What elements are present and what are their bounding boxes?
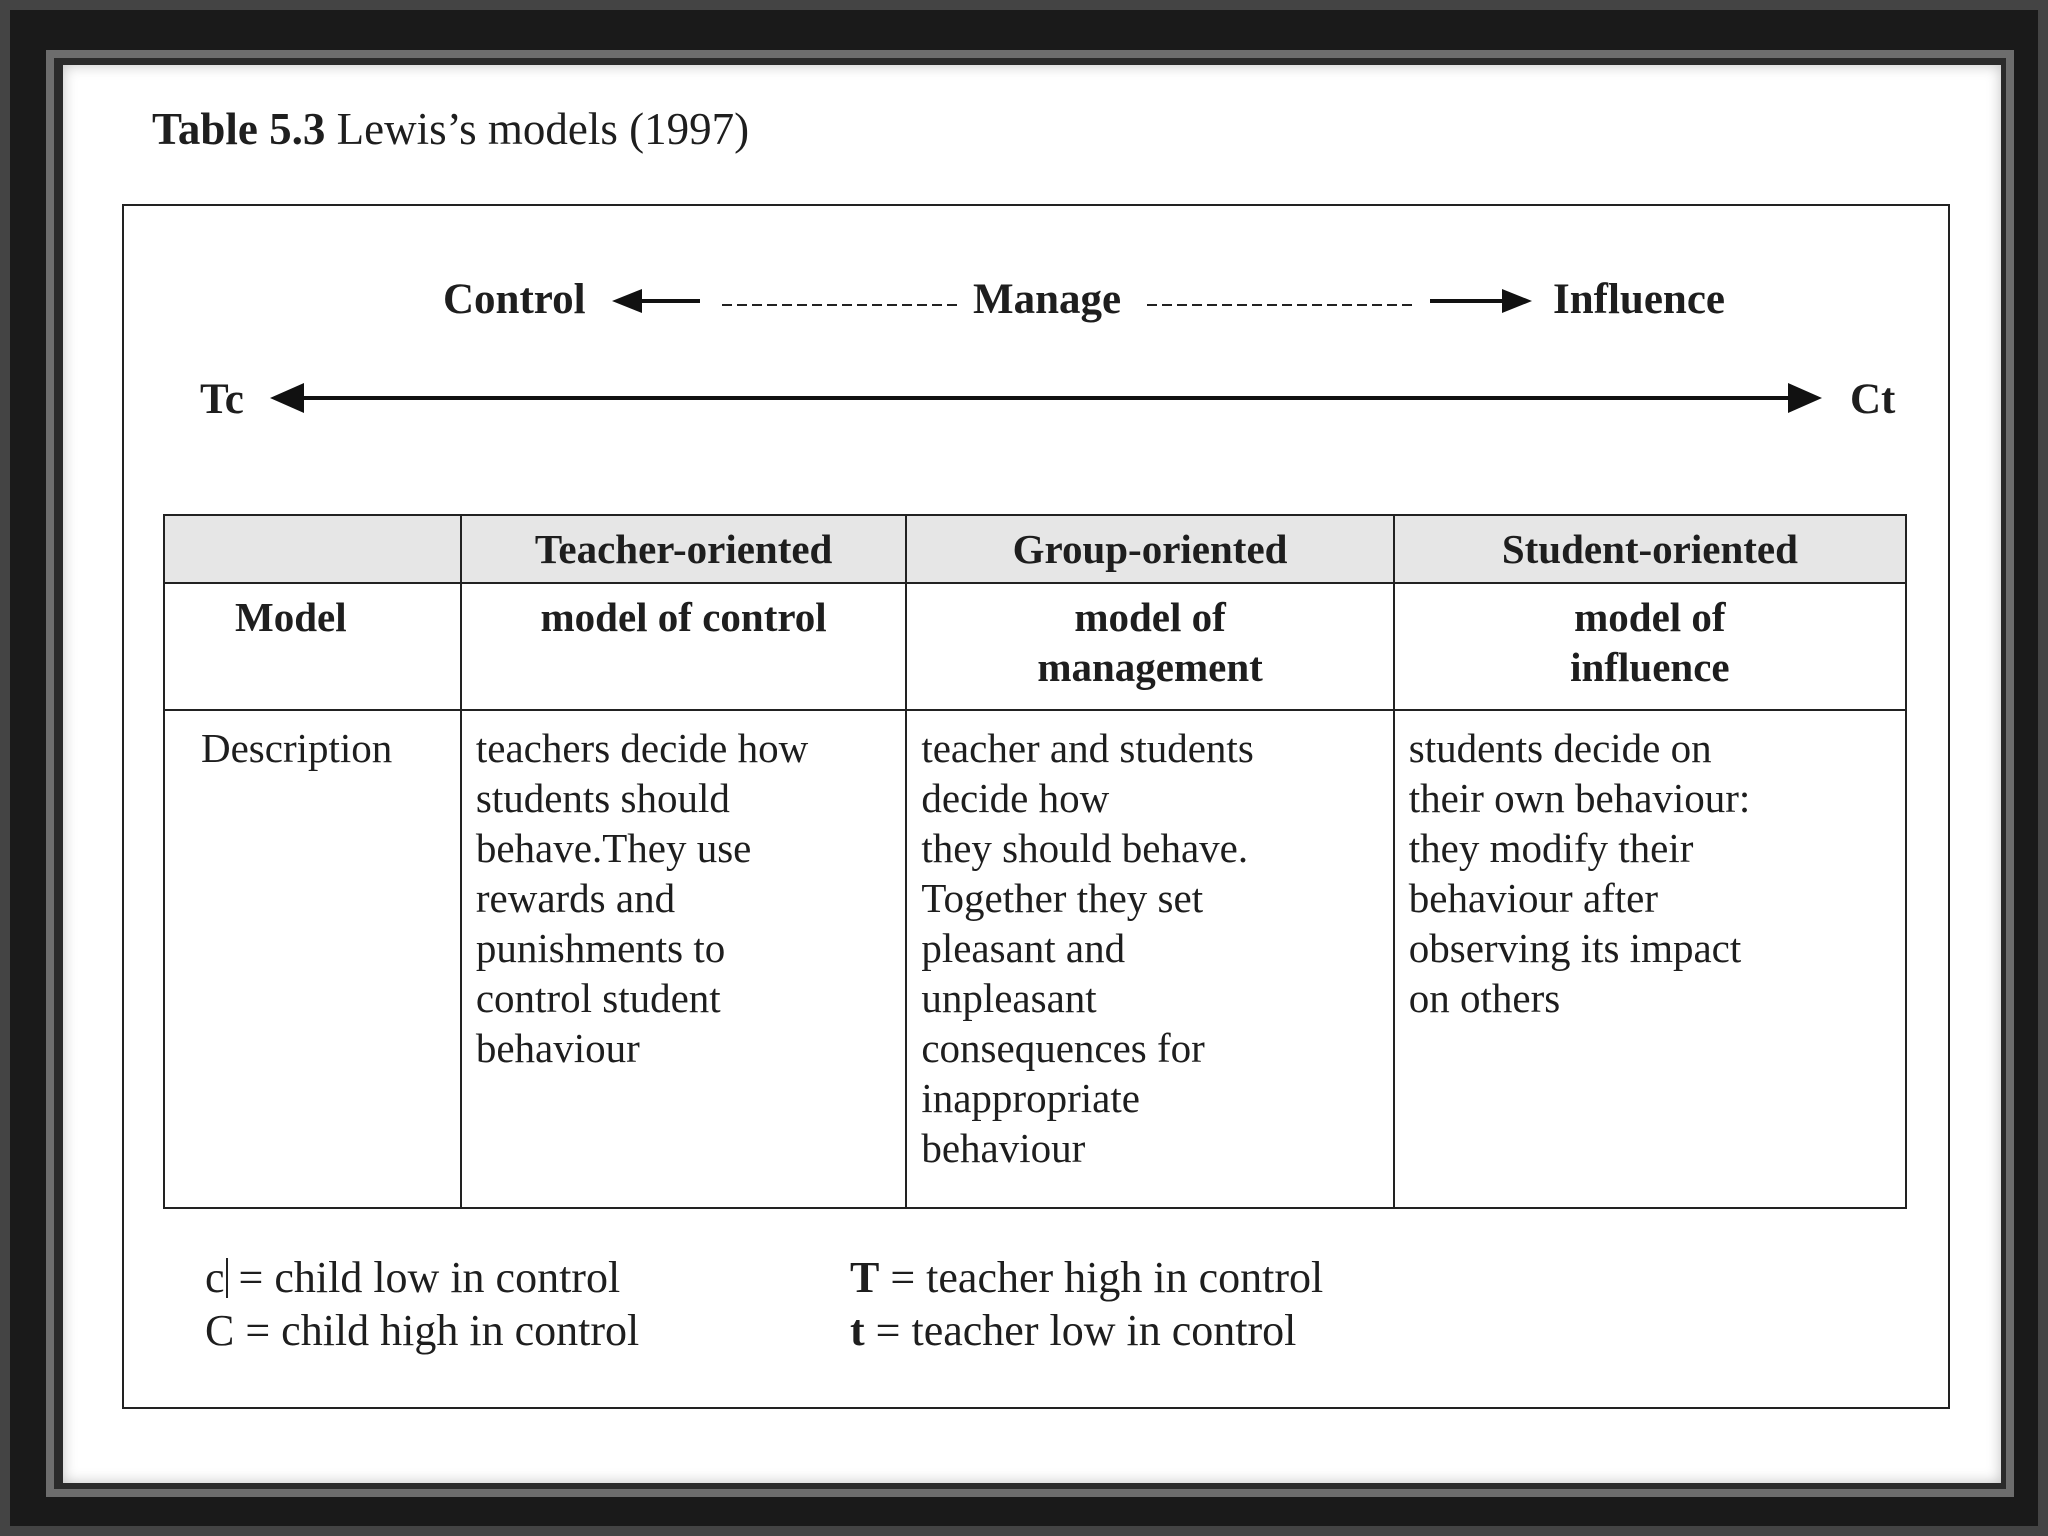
model-group-cell (906, 583, 1393, 710)
header-group-oriented: Group-oriented (906, 515, 1393, 583)
legend-text: = teacher low in control (864, 1306, 1297, 1355)
description-group-line: pleasant and (921, 925, 1126, 971)
description-teacher-line: behave.They use (475, 825, 752, 871)
legend-child-high (205, 1305, 639, 1356)
description-group-line: decide how (921, 775, 1110, 821)
description-teacher-line: rewards and (475, 875, 676, 921)
model-group-line: management (1037, 644, 1263, 690)
description-student-line: behaviour after (1408, 875, 1659, 921)
legend-symbol: t (850, 1306, 865, 1355)
description-group-cell (906, 710, 1393, 1208)
legend-text: = child low in control (227, 1253, 621, 1302)
legend-teacher-low (850, 1305, 1296, 1356)
header-empty (164, 515, 461, 583)
description-group-line: they should behave. (921, 825, 1249, 871)
model-row-label: Model (164, 583, 461, 710)
legend-symbol: T (850, 1253, 880, 1302)
description-student-cell (1394, 710, 1906, 1208)
description-student-line: observing its impact (1408, 925, 1742, 971)
model-student-line: influence (1570, 644, 1730, 690)
description-teacher-line: teachers decide how (475, 725, 809, 771)
description-teacher-line: students should (475, 775, 730, 821)
description-row (164, 710, 1906, 1208)
description-student-line: on others (1408, 975, 1561, 1021)
legend-child-low (205, 1252, 620, 1303)
legend-symbol: c (205, 1253, 225, 1302)
description-teacher-line: control student (475, 975, 721, 1021)
model-row (164, 583, 1906, 710)
model-group-line: model of (1074, 594, 1226, 640)
description-group-line: Together they set (921, 875, 1204, 921)
legend-text: = child high in control (234, 1306, 640, 1355)
description-teacher-cell (461, 710, 906, 1208)
tc-ct-axis-arrow (270, 383, 1822, 413)
legend-symbol: C (205, 1306, 235, 1355)
description-group-line: unpleasant (921, 975, 1097, 1021)
model-student-line: model of (1574, 594, 1726, 640)
header-student-oriented: Student-oriented (1394, 515, 1906, 583)
models-table (163, 514, 1907, 1209)
description-group-line: inappropriate (921, 1075, 1140, 1121)
control-label: Control (443, 276, 586, 323)
model-teacher-cell (461, 583, 906, 710)
legend-text: = teacher high in control (879, 1253, 1324, 1302)
description-teacher-line: behaviour (475, 1025, 640, 1071)
table-title-text: Lewis’s models (1997) (336, 104, 750, 154)
description-student-line: they modify their (1408, 825, 1694, 871)
model-teacher-line: model of control (540, 594, 827, 640)
ct-label: Ct (1850, 376, 1896, 423)
description-group-line: teacher and students (921, 725, 1254, 771)
table-number: Table 5.3 (152, 104, 326, 154)
header-teacher-oriented: Teacher-oriented (461, 515, 906, 583)
influence-label: Influence (1553, 276, 1725, 323)
control-arrow (612, 289, 700, 313)
description-row-label: Description (164, 710, 461, 1208)
table-header-row (164, 515, 1906, 583)
description-student-line: their own behaviour: (1408, 775, 1751, 821)
tc-label: Tc (200, 376, 244, 423)
influence-arrow (1430, 289, 1532, 313)
legend-teacher-high (850, 1252, 1323, 1303)
model-student-cell (1394, 583, 1906, 710)
description-group-line: behaviour (921, 1125, 1086, 1171)
description-teacher-line: punishments to (475, 925, 726, 971)
description-group-line: consequences for (921, 1025, 1205, 1071)
manage-label: Manage (973, 276, 1122, 323)
description-student-line: students decide on (1408, 725, 1712, 771)
